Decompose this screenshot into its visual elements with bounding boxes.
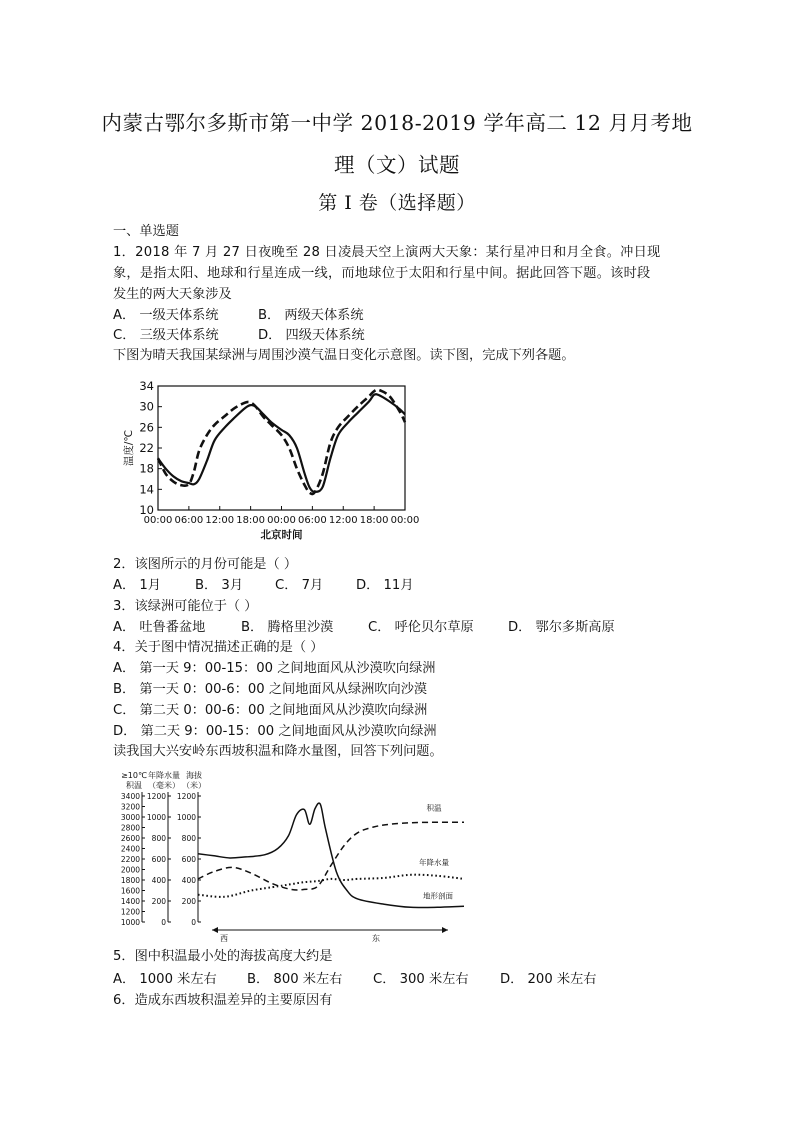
axis1-tick-label: 2800 (120, 823, 140, 833)
chart1-intro: 下图为晴天我国某绿洲与周围沙漠气温日变化示意图。读下图，完成下列各题。 (113, 348, 575, 363)
q2-option-d: D． 11月 (356, 578, 414, 593)
dashed-temperature-line (158, 390, 405, 494)
q1-option-c: C． 三级天体系统 (113, 328, 219, 343)
q1-option-b: B． 两级天体系统 (258, 308, 364, 323)
q5-option-a: A． 1000 米左右 (113, 972, 217, 987)
q2-stem: 2．该图所示的月份可能是（ ） (113, 557, 298, 572)
q5-stem: 5．图中积温最小处的海拔高度大约是 (113, 949, 333, 964)
axis2-tick-label: 600 (151, 855, 166, 864)
axis3-tick-label: 200 (181, 897, 196, 906)
axis3-tick-label: 1000 (176, 813, 196, 822)
y-axis-label: 温度/℃ (123, 429, 135, 467)
x-tick-label: 00:00 (390, 515, 420, 526)
axis1-tick-label: 2600 (120, 834, 140, 843)
axis-header-3-line-1: 海拔 (186, 771, 202, 780)
y-tick-label: 14 (139, 482, 154, 497)
page-title-line-1: 内蒙古鄂尔多斯市第一中学 2018-2019 学年高二 12 月月考地 (101, 111, 693, 135)
q3-option-c: C． 呼伦贝尔草原 (368, 620, 474, 635)
axis2-tick-label: 200 (151, 897, 166, 906)
q3-stem: 3．该绿洲可能位于（ ） (113, 599, 258, 614)
temperature-chart (118, 374, 428, 546)
series-label: 地形剖面 (423, 891, 453, 901)
series-label: 年降水量 (419, 857, 449, 867)
y-tick-label: 22 (139, 441, 154, 455)
axis2-tick-label: 400 (151, 876, 166, 885)
x-tick-label: 00:00 (143, 515, 173, 526)
x-tick-label: 18:00 (236, 515, 266, 526)
east-label: 东 (372, 934, 380, 942)
q4-option-a: A． 第一天 9：00-15：00 之间地面风从沙漠吹向绿洲 (113, 661, 436, 676)
solid-temperature-line (158, 394, 405, 492)
x-tick-label: 12:00 (205, 515, 235, 526)
q2-option-c: C． 7月 (275, 578, 324, 593)
q1-stem-line-3: 发生的两大天象涉及 (113, 287, 232, 302)
axis1-tick-label: 3200 (120, 802, 140, 812)
x-tick-label: 06:00 (297, 515, 327, 526)
axis1-tick-label: 3400 (120, 792, 140, 801)
accumulated-temperature-chart (112, 770, 472, 942)
q5-option-c: C． 300 米左右 (373, 972, 469, 987)
axis2-tick-label: 1200 (146, 792, 166, 801)
q6-stem: 6．造成东西坡积温差异的主要原因有 (113, 993, 333, 1008)
chart2-intro: 读我国大兴安岭东西坡积温和降水量图，回答下列问题。 (113, 744, 443, 759)
axis2-tick-label: 1000 (146, 813, 166, 822)
q3-option-a: A． 吐鲁番盆地 (113, 620, 206, 635)
axis1-tick-label: 1000 (120, 918, 140, 927)
axis1-tick-label: 2200 (120, 855, 140, 864)
axis1-tick-label: 2400 (120, 844, 140, 854)
axis-header-1-line-1: ≥10℃ (121, 771, 147, 780)
q5-option-d: D． 200 米左右 (500, 972, 597, 987)
axis3-tick-label: 1200 (176, 792, 196, 801)
q2-option-a: A． 1月 (113, 578, 161, 593)
x-axis-label: 北京时间 (260, 529, 303, 541)
y-tick-label: 10 (139, 503, 154, 517)
east-arrow-icon (442, 927, 448, 933)
axis1-tick-label: 1800 (120, 876, 140, 885)
axis-header-2-line-2: （毫米） (148, 781, 180, 790)
y-tick-label: 30 (139, 399, 154, 414)
axis1-tick-label: 1200 (120, 907, 140, 917)
q4-option-b: B． 第一天 0：00-6：00 之间地面风从绿洲吹向沙漠 (113, 682, 428, 697)
q4-option-d: D． 第二天 9：00-15：00 之间地面风从沙漠吹向绿洲 (113, 724, 437, 739)
axis1-tick-label: 2000 (120, 865, 140, 875)
x-tick-label: 06:00 (174, 515, 204, 526)
axis2-tick-label: 0 (161, 918, 166, 927)
y-tick-label: 18 (139, 461, 154, 476)
part-title: 第 I 卷（选择题） (318, 192, 476, 214)
series-label: 积温 (426, 803, 442, 813)
q1-stem-line-2: 象，是指太阳、地球和行星连成一线，而地球位于太阳和行星中间。据此回答下题。该时段 (113, 266, 651, 281)
axis-header-1-line-2: 积温 (126, 781, 142, 790)
q4-stem: 4．关于图中情况描述正确的是（ ） (113, 640, 324, 655)
x-tick-label: 12:00 (328, 515, 358, 526)
q3-option-d: D． 鄂尔多斯高原 (508, 620, 615, 635)
axis2-tick-label: 800 (151, 834, 166, 843)
axis3-tick-label: 0 (191, 918, 196, 927)
q4-option-c: C． 第二天 0：00-6：00 之间地面风从沙漠吹向绿洲 (113, 703, 428, 718)
q1-option-a: A． 一级天体系统 (113, 308, 219, 323)
axis1-tick-label: 1400 (120, 897, 140, 906)
axis-header-3-line-2: （米） (182, 781, 206, 790)
x-tick-label: 18:00 (359, 515, 389, 526)
q5-option-b: B． 800 米左右 (247, 972, 343, 987)
y-tick-label: 26 (139, 420, 154, 435)
axis3-tick-label: 800 (181, 834, 196, 843)
west-label: 西 (220, 934, 228, 942)
axis1-tick-label: 3000 (120, 813, 140, 822)
q1-option-d: D． 四级天体系统 (258, 328, 365, 343)
plot-frame (158, 386, 405, 510)
axis1-tick-label: 1600 (120, 886, 140, 896)
axis3-tick-label: 400 (181, 876, 196, 885)
axis3-tick-label: 600 (181, 855, 196, 864)
axis-header-2-line-1: 年降水量 (148, 771, 180, 780)
q1-stem-line-1: 1．2018 年 7 月 27 日夜晚至 28 日凌晨天空上演两大天象：某行星冲日和月全食。冲日现 (113, 245, 661, 260)
section-heading: 一、单选题 (113, 224, 179, 239)
q2-option-b: B． 3月 (195, 578, 244, 593)
q3-option-b: B． 腾格里沙漠 (241, 620, 334, 635)
y-tick-label: 34 (139, 379, 154, 393)
west-arrow-icon (212, 927, 218, 933)
page-title-line-2: 理（文）试题 (334, 153, 460, 177)
x-tick-label: 00:00 (267, 515, 296, 526)
